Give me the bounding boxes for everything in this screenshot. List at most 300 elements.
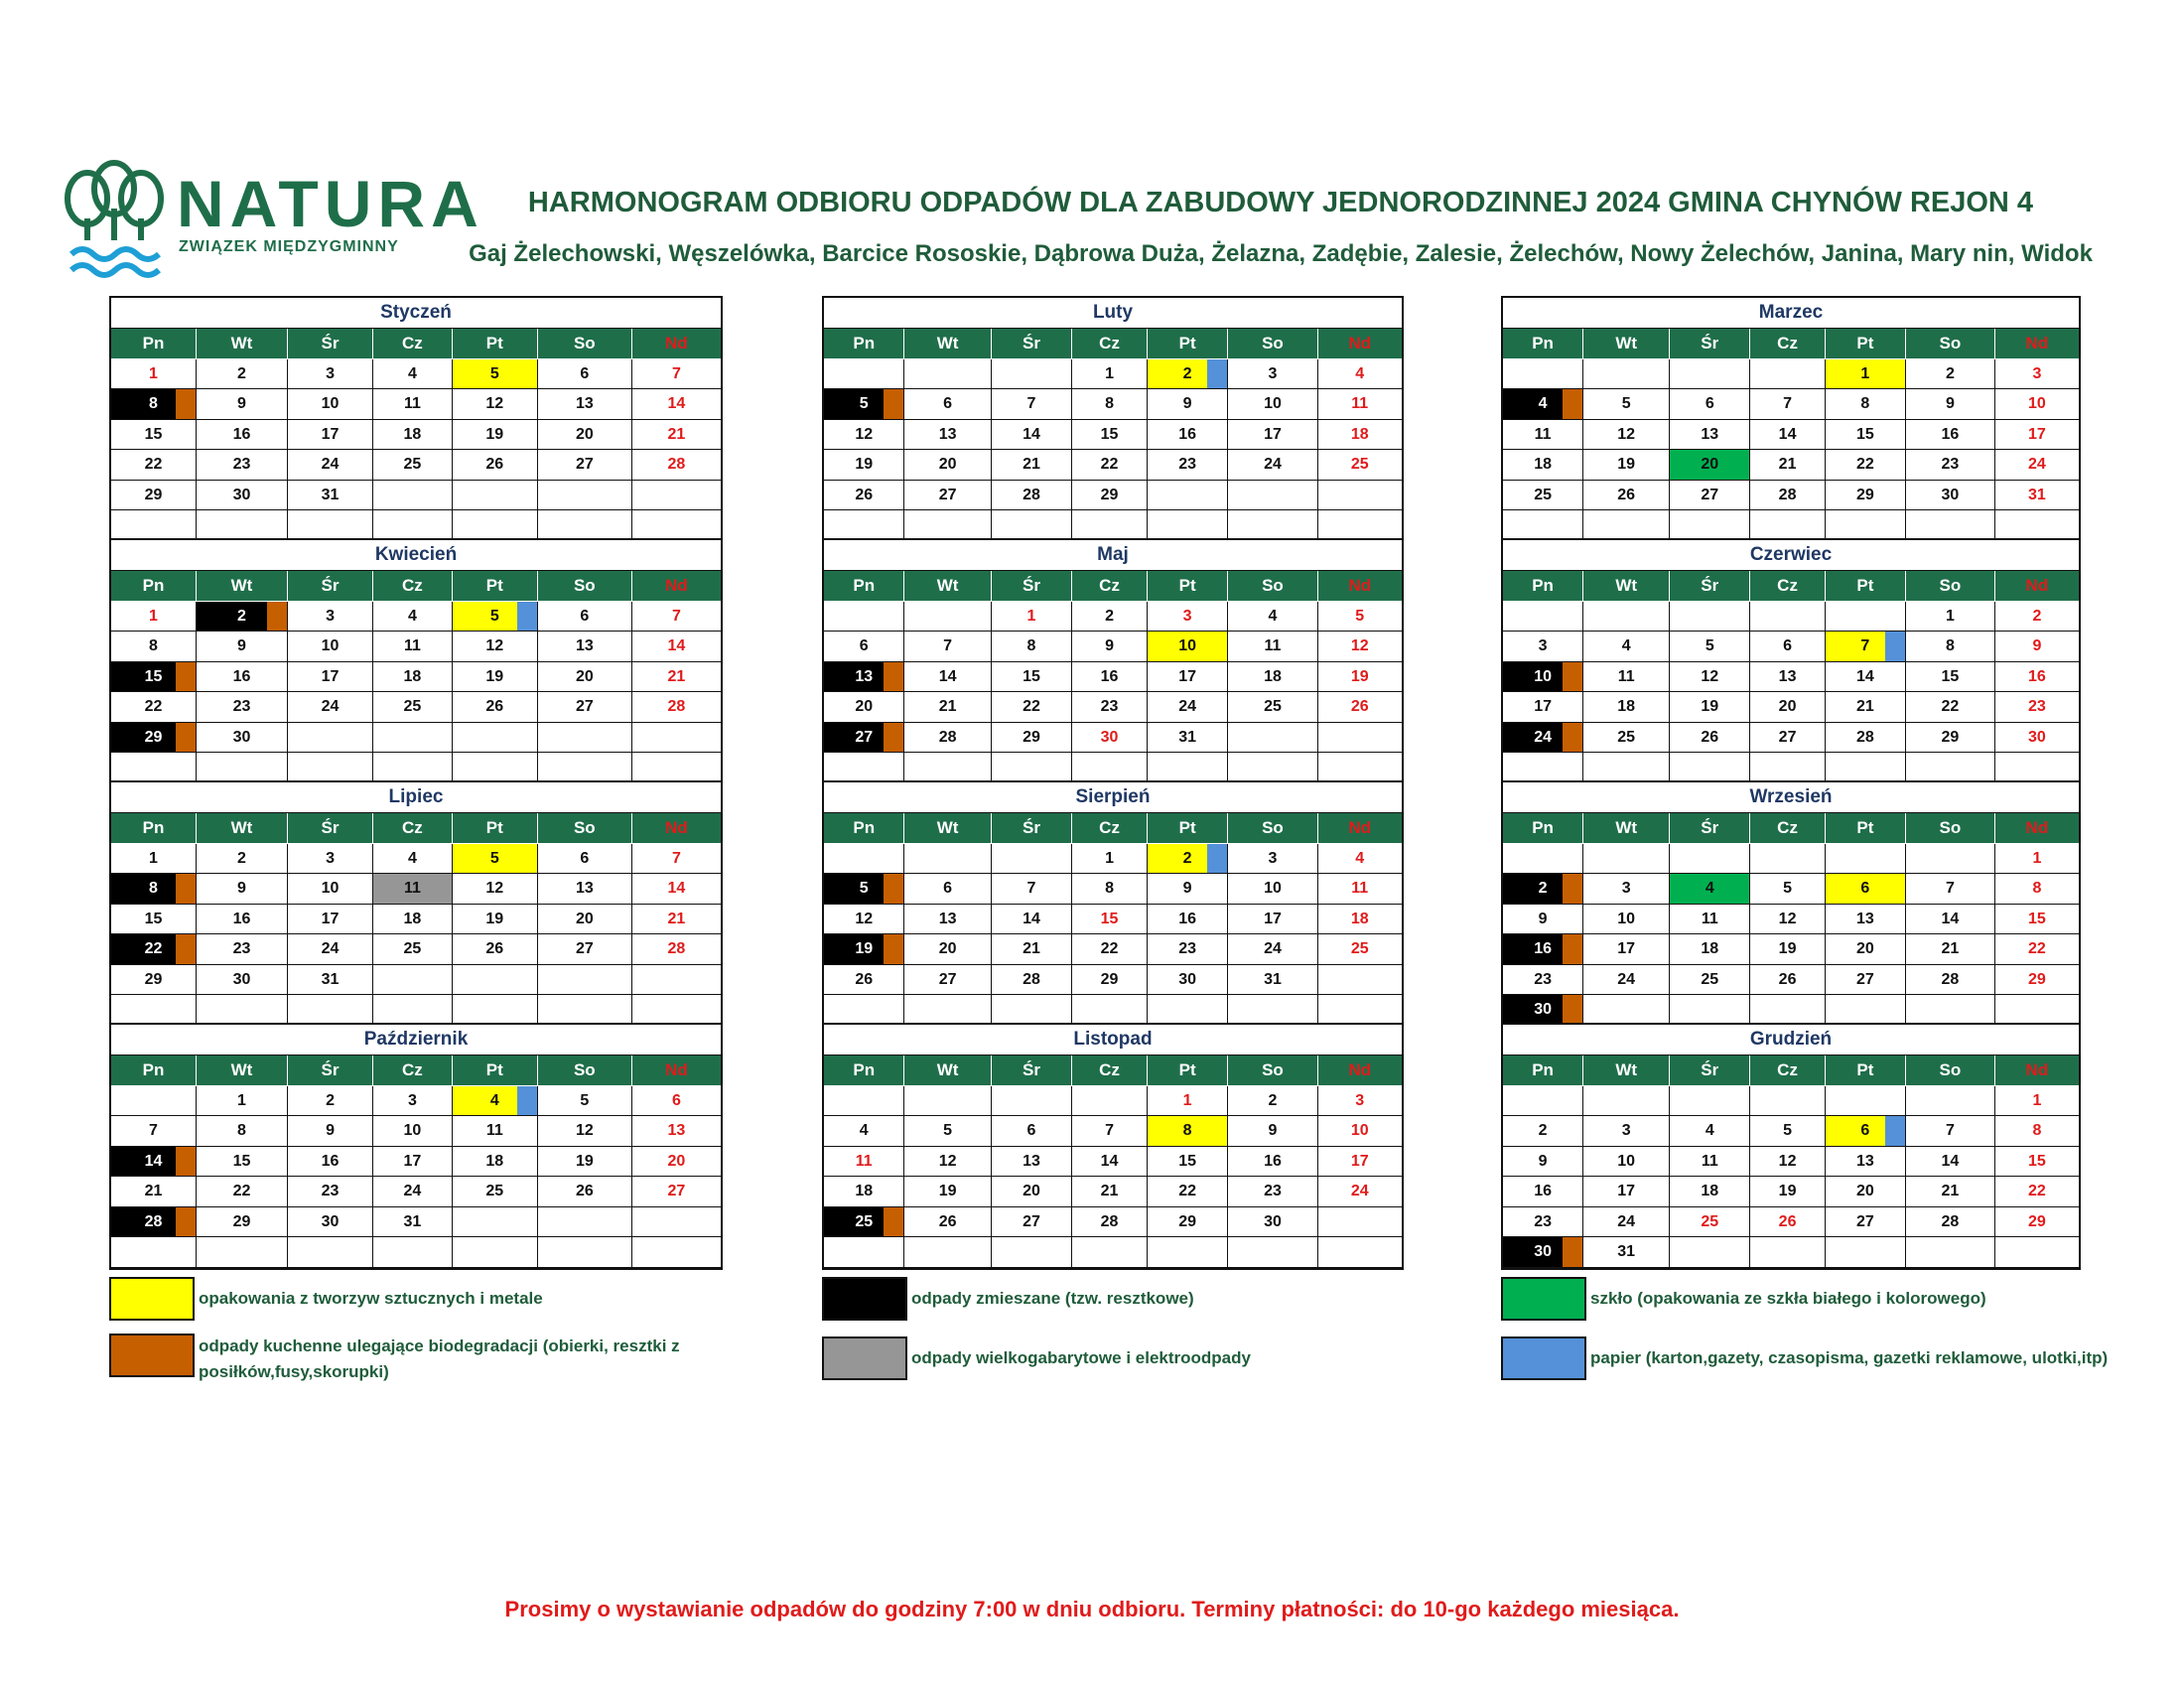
- day-number: 14: [1023, 910, 1040, 927]
- day-number: 13: [1855, 1152, 1874, 1170]
- day-number: 26: [1701, 728, 1719, 746]
- page-title: HARMONOGRAM ODBIORU ODPADÓW DLA ZABUDOWY JEDNORODZINNEJ 2024 GMINA CHYNÓW REJON 4: [527, 187, 2034, 218]
- week-row: [1503, 905, 2079, 935]
- weekday-label: Pn: [1503, 1055, 1583, 1086]
- day-number: 31: [321, 970, 340, 988]
- day-number: 28: [1941, 970, 1960, 988]
- weekday-label: Pn: [111, 813, 197, 844]
- day-number: 9: [1945, 395, 1955, 412]
- day-number: 22: [2027, 940, 2046, 957]
- weekday-label: So: [1228, 813, 1317, 844]
- week-row: [824, 359, 1402, 390]
- day-number: 2: [237, 364, 246, 382]
- day-cell: [373, 934, 453, 965]
- day-cell: [1503, 1116, 1583, 1147]
- day-number: 20: [667, 1152, 686, 1170]
- day-cell: [1583, 692, 1670, 723]
- day-cell: [904, 692, 991, 723]
- day-cell: [538, 662, 632, 693]
- empty-cell: [824, 1086, 904, 1117]
- day-cell: [373, 662, 453, 693]
- empty-cell: [1826, 844, 1906, 875]
- empty-cell: [373, 753, 453, 783]
- day-number: 29: [144, 970, 163, 988]
- day-cell: [992, 1177, 1072, 1207]
- day-number: 4: [407, 364, 417, 382]
- day-cell: [453, 389, 538, 420]
- day-number: 3: [1355, 1091, 1365, 1109]
- month-calendar: [822, 538, 1404, 785]
- weekday-label: Pn: [824, 813, 904, 844]
- weekday-label: Śr: [288, 1055, 373, 1086]
- empty-cell: [111, 510, 197, 541]
- weekday-label: Śr: [992, 813, 1072, 844]
- day-cell: [992, 420, 1072, 451]
- day-number: 18: [855, 1183, 874, 1199]
- day-cell: [1995, 602, 2079, 633]
- day-cell: [1228, 389, 1317, 420]
- day-number: 15: [1100, 910, 1119, 927]
- day-number: 24: [1264, 456, 1282, 473]
- day-number: 10: [403, 1122, 422, 1139]
- day-cell: [1826, 874, 1906, 905]
- day-number: 16: [1264, 1152, 1282, 1170]
- day-cell: [288, 1147, 373, 1178]
- week-row: [824, 389, 1402, 420]
- day-number: 10: [1178, 637, 1197, 654]
- week-row: [111, 359, 721, 390]
- day-number: 26: [1350, 698, 1369, 715]
- empty-cell: [1906, 1237, 1995, 1268]
- day-cell: [1670, 723, 1750, 754]
- day-number: 30: [232, 486, 251, 503]
- day-cell: [111, 874, 197, 905]
- day-number: 26: [485, 456, 504, 473]
- day-cell: [904, 632, 991, 662]
- day-number: 23: [232, 940, 251, 957]
- day-number: 12: [855, 910, 874, 927]
- day-number: 16: [2027, 667, 2046, 685]
- month-calendar: [1501, 538, 2081, 785]
- day-cell: [1072, 420, 1148, 451]
- day-number: 7: [1105, 1122, 1115, 1139]
- day-number: 1: [1105, 849, 1115, 867]
- day-cell: [1670, 874, 1750, 905]
- week-row: [824, 481, 1402, 511]
- day-number: 5: [859, 395, 869, 412]
- day-cell: [1148, 965, 1228, 996]
- day-number: 4: [1621, 637, 1631, 654]
- day-cell: [1906, 1147, 1995, 1178]
- day-number: 24: [1534, 728, 1552, 746]
- week-row: [1503, 934, 2079, 965]
- day-cell: [373, 420, 453, 451]
- day-number: 9: [237, 395, 246, 412]
- day-number: 24: [321, 456, 340, 473]
- day-cell: [1228, 844, 1317, 875]
- day-number: 12: [485, 637, 504, 654]
- day-number: 18: [1701, 940, 1719, 957]
- day-number: 20: [855, 698, 874, 715]
- day-cell: [1148, 905, 1228, 935]
- weekday-label: Cz: [373, 813, 453, 844]
- day-cell: [111, 662, 197, 693]
- day-number: 7: [1026, 880, 1036, 897]
- weekday-label: Cz: [373, 1055, 453, 1086]
- day-cell: [904, 420, 991, 451]
- day-number: 13: [1023, 1152, 1040, 1170]
- empty-cell: [373, 995, 453, 1026]
- day-number: 2: [1945, 364, 1955, 382]
- day-number: 21: [1023, 456, 1040, 473]
- day-number: 22: [1941, 698, 1960, 715]
- day-cell: [1503, 420, 1583, 451]
- day-number: 27: [1855, 1212, 1874, 1230]
- day-cell: [1318, 844, 1402, 875]
- day-number: 16: [1178, 910, 1197, 927]
- month-name: Marzec: [1503, 298, 2079, 329]
- day-number: 4: [1705, 880, 1714, 897]
- day-number: 8: [237, 1122, 246, 1139]
- day-number: 7: [1945, 1122, 1955, 1139]
- day-number: 14: [1941, 1152, 1960, 1170]
- day-cell: [904, 1177, 991, 1207]
- day-cell: [453, 632, 538, 662]
- weekday-label: Pt: [1148, 329, 1228, 359]
- weekday-label: Pn: [824, 329, 904, 359]
- day-cell: [111, 632, 197, 662]
- day-number: 4: [1705, 1122, 1714, 1139]
- weekday-label: So: [1906, 571, 1995, 602]
- weekday-label: Nd: [1318, 571, 1402, 602]
- empty-cell: [824, 510, 904, 541]
- empty-cell: [1583, 753, 1670, 783]
- day-number: 18: [1264, 667, 1282, 685]
- week-row: [1503, 359, 2079, 390]
- legend-text: odpady kuchenne ulegające biodegradacji (obierki, resztki z posiłków,fusy,skorupki): [199, 1336, 680, 1381]
- day-number: 16: [232, 910, 251, 927]
- day-number: 15: [1855, 425, 1874, 443]
- day-number: 10: [1617, 1152, 1636, 1170]
- empty-cell: [1318, 481, 1402, 511]
- day-number: 25: [1701, 970, 1719, 988]
- day-number: 14: [144, 1152, 163, 1170]
- day-cell: [111, 1116, 197, 1147]
- empty-cell: [824, 995, 904, 1026]
- day-cell: [1228, 359, 1317, 390]
- day-cell: [1072, 481, 1148, 511]
- day-number: 12: [938, 1152, 957, 1170]
- day-number: 19: [485, 667, 504, 685]
- empty-cell: [992, 1237, 1072, 1268]
- day-number: 1: [2032, 849, 2042, 867]
- empty-cell: [632, 510, 721, 541]
- day-cell: [632, 389, 721, 420]
- day-number: 4: [1355, 364, 1365, 382]
- day-number: 23: [1534, 1212, 1552, 1230]
- empty-cell: [1670, 1237, 1750, 1268]
- day-cell: [1228, 632, 1317, 662]
- day-number: 3: [326, 849, 335, 867]
- empty-cell: [197, 1237, 288, 1268]
- empty-cell: [373, 965, 453, 996]
- day-cell: [1670, 481, 1750, 511]
- day-number: 5: [489, 849, 499, 867]
- day-cell: [1503, 1207, 1583, 1238]
- day-cell: [1228, 1147, 1317, 1178]
- empty-cell: [1826, 1237, 1906, 1268]
- week-row: [111, 602, 721, 633]
- empty-cell: [1995, 510, 2079, 541]
- day-cell: [1826, 481, 1906, 511]
- empty-cell: [1906, 510, 1995, 541]
- day-cell: [197, 844, 288, 875]
- empty-cell: [904, 844, 991, 875]
- day-cell: [1503, 450, 1583, 481]
- weekday-label: Wt: [1583, 571, 1670, 602]
- week-row: [824, 965, 1402, 996]
- week-row: [1503, 481, 2079, 511]
- day-cell: [197, 602, 288, 633]
- empty-cell: [904, 1237, 991, 1268]
- week-row: [111, 1116, 721, 1147]
- day-cell: [1503, 632, 1583, 662]
- day-number: 25: [403, 456, 422, 473]
- day-number: 14: [1778, 425, 1797, 443]
- day-cell: [992, 934, 1072, 965]
- weekday-header: [1503, 1055, 2079, 1086]
- day-cell: [1750, 1147, 1825, 1178]
- day-cell: [373, 450, 453, 481]
- week-row: [824, 934, 1402, 965]
- day-cell: [1503, 934, 1583, 965]
- day-cell: [1148, 632, 1228, 662]
- day-number: 9: [1182, 880, 1192, 897]
- day-number: 9: [237, 880, 246, 897]
- week-row: [1503, 874, 2079, 905]
- day-cell: [1228, 692, 1317, 723]
- day-cell: [1318, 1177, 1402, 1207]
- day-cell: [373, 632, 453, 662]
- day-number: 22: [144, 940, 163, 957]
- empty-cell: [1906, 753, 1995, 783]
- day-cell: [1503, 692, 1583, 723]
- weekday-label: Wt: [904, 1055, 991, 1086]
- day-number: 21: [1023, 940, 1040, 957]
- day-number: 26: [1778, 970, 1797, 988]
- day-number: 28: [667, 698, 686, 715]
- day-cell: [1583, 1207, 1670, 1238]
- day-number: 1: [1105, 364, 1115, 382]
- weekday-label: Śr: [992, 571, 1072, 602]
- day-cell: [1583, 1177, 1670, 1207]
- day-number: 15: [144, 425, 163, 443]
- day-number: 13: [575, 395, 594, 412]
- week-row: [1503, 692, 2079, 723]
- month-calendar: [109, 538, 723, 785]
- weekday-label: Śr: [1670, 813, 1750, 844]
- day-cell: [1583, 1237, 1670, 1268]
- day-cell: [373, 359, 453, 390]
- day-cell: [1670, 420, 1750, 451]
- day-cell: [1750, 723, 1825, 754]
- day-cell: [453, 844, 538, 875]
- empty-cell: [373, 510, 453, 541]
- day-number: 9: [1268, 1122, 1278, 1139]
- empty-cell: [1148, 753, 1228, 783]
- day-cell: [632, 1147, 721, 1178]
- day-number: 4: [1538, 395, 1548, 412]
- day-cell: [197, 1116, 288, 1147]
- day-number: 10: [1264, 880, 1282, 897]
- empty-cell: [197, 753, 288, 783]
- day-cell: [1750, 481, 1825, 511]
- day-number: 12: [1778, 1152, 1797, 1170]
- empty-cell: [1503, 602, 1583, 633]
- day-cell: [538, 844, 632, 875]
- week-row: [824, 753, 1402, 783]
- day-number: 1: [1026, 607, 1036, 625]
- day-cell: [1503, 874, 1583, 905]
- week-row: [824, 692, 1402, 723]
- day-number: 20: [1778, 698, 1797, 715]
- week-row: [1503, 1177, 2079, 1207]
- day-cell: [288, 662, 373, 693]
- empty-cell: [288, 995, 373, 1026]
- day-number: 28: [938, 728, 957, 746]
- day-cell: [197, 965, 288, 996]
- day-cell: [1826, 692, 1906, 723]
- day-cell: [1318, 1147, 1402, 1178]
- legend-text: szkło (opakowania ze szkła białego i kolorowego): [1590, 1289, 1986, 1308]
- day-cell: [1318, 602, 1402, 633]
- day-cell: [453, 450, 538, 481]
- day-cell: [1072, 692, 1148, 723]
- month-calendar: [822, 296, 1404, 543]
- empty-cell: [538, 1207, 632, 1238]
- day-number: 9: [1538, 910, 1548, 927]
- day-number: 17: [403, 1152, 422, 1170]
- empty-cell: [1670, 844, 1750, 875]
- day-number: 31: [321, 486, 340, 503]
- day-cell: [992, 602, 1072, 633]
- month-calendar: [1501, 296, 2081, 543]
- day-number: 31: [1617, 1243, 1636, 1260]
- empty-cell: [904, 602, 991, 633]
- empty-cell: [1148, 995, 1228, 1026]
- empty-cell: [1995, 753, 2079, 783]
- weekday-label: Cz: [1072, 813, 1148, 844]
- day-cell: [1826, 389, 1906, 420]
- day-cell: [824, 1177, 904, 1207]
- weekday-label: Nd: [1995, 1055, 2079, 1086]
- week-row: [1503, 632, 2079, 662]
- empty-cell: [632, 481, 721, 511]
- day-number: 13: [1855, 910, 1874, 927]
- day-number: 6: [943, 880, 953, 897]
- empty-cell: [1228, 481, 1317, 511]
- empty-cell: [1148, 1237, 1228, 1268]
- day-cell: [1750, 692, 1825, 723]
- day-cell: [538, 905, 632, 935]
- day-cell: [1995, 1177, 2079, 1207]
- day-number: 17: [2027, 425, 2046, 443]
- day-number: 30: [1178, 970, 1197, 988]
- empty-cell: [288, 753, 373, 783]
- day-number: 19: [1778, 940, 1797, 957]
- day-number: 27: [1778, 728, 1797, 746]
- day-cell: [111, 420, 197, 451]
- day-cell: [1826, 1116, 1906, 1147]
- weekday-label: Śr: [1670, 1055, 1750, 1086]
- day-cell: [111, 1177, 197, 1207]
- week-row: [111, 874, 721, 905]
- day-cell: [992, 874, 1072, 905]
- day-number: 7: [671, 607, 681, 625]
- day-number: 5: [489, 607, 499, 625]
- day-number: 30: [2027, 728, 2046, 746]
- day-number: 6: [1026, 1122, 1036, 1139]
- day-number: 16: [1100, 667, 1119, 685]
- day-number: 30: [1264, 1212, 1282, 1230]
- week-row: [111, 632, 721, 662]
- day-number: 20: [1855, 1183, 1874, 1199]
- empty-cell: [1318, 965, 1402, 996]
- day-cell: [373, 1177, 453, 1207]
- day-number: 19: [855, 456, 874, 473]
- day-cell: [1072, 1177, 1148, 1207]
- day-number: 24: [403, 1183, 422, 1199]
- day-cell: [197, 359, 288, 390]
- day-cell: [904, 965, 991, 996]
- day-cell: [1318, 420, 1402, 451]
- empty-cell: [1995, 995, 2079, 1026]
- day-number: 11: [1264, 637, 1282, 654]
- day-number: 2: [1268, 1091, 1278, 1109]
- day-cell: [632, 692, 721, 723]
- week-row: [111, 420, 721, 451]
- week-row: [111, 844, 721, 875]
- month-calendar: [1501, 1023, 2081, 1270]
- day-cell: [1503, 905, 1583, 935]
- empty-cell: [1583, 995, 1670, 1026]
- day-cell: [1750, 450, 1825, 481]
- empty-cell: [632, 1207, 721, 1238]
- weekday-label: Pn: [1503, 813, 1583, 844]
- day-number: 29: [1941, 728, 1960, 746]
- day-number: 6: [859, 637, 869, 654]
- day-cell: [111, 481, 197, 511]
- week-row: [824, 905, 1402, 935]
- day-number: 1: [149, 607, 158, 625]
- day-number: 12: [1617, 425, 1636, 443]
- day-cell: [1228, 934, 1317, 965]
- day-cell: [632, 844, 721, 875]
- day-number: 30: [321, 1212, 340, 1230]
- day-number: 26: [1778, 1212, 1797, 1230]
- day-number: 3: [407, 1091, 417, 1109]
- day-number: 8: [149, 395, 158, 412]
- week-row: [1503, 389, 2079, 420]
- day-number: 4: [1355, 849, 1365, 867]
- day-number: 7: [1783, 395, 1793, 412]
- day-number: 20: [938, 456, 957, 473]
- day-number: 5: [1783, 1122, 1793, 1139]
- day-cell: [1583, 965, 1670, 996]
- day-cell: [824, 1147, 904, 1178]
- empty-cell: [1148, 481, 1228, 511]
- empty-cell: [1503, 510, 1583, 541]
